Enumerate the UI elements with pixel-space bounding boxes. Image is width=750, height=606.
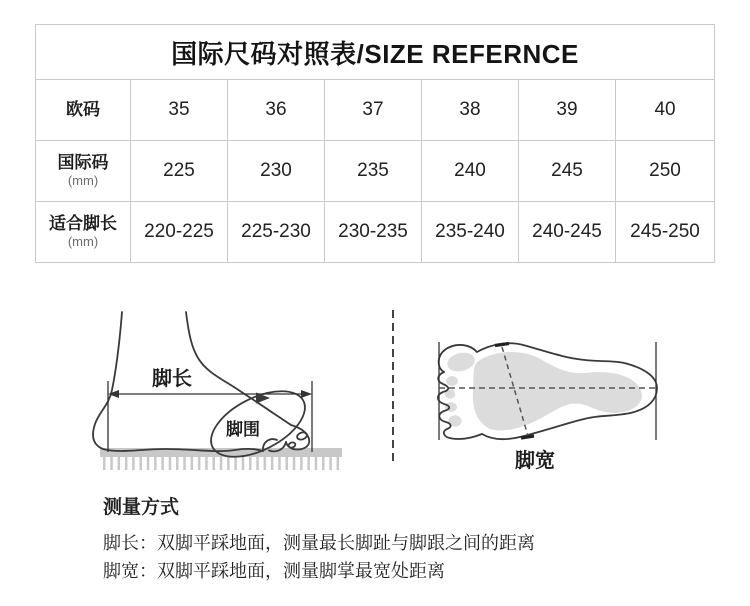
- foot-width-instruction: 脚宽：双脚平踩地面，测量脚掌最宽处距离: [103, 561, 445, 581]
- cell-fit-6: 245-250: [616, 202, 715, 263]
- table-row-intl-code: [36, 141, 715, 202]
- cell-fit-2: 225-230: [228, 202, 325, 263]
- cell-eu-37: 37: [325, 80, 422, 141]
- cell-eu-38: 38: [422, 80, 519, 141]
- table-title: 国际尺码对照表/SIZE REFERNCE: [36, 25, 715, 80]
- measure-method-section: [103, 492, 535, 585]
- foot-girth-label: 脚围: [226, 420, 260, 439]
- cell-eu-39: 39: [519, 80, 616, 141]
- foot-length-label: 脚长: [152, 368, 192, 390]
- table-row-eu-size: [36, 80, 715, 141]
- cell-intl-240: 240: [422, 141, 519, 202]
- row-label-text: 国际码: [57, 152, 109, 172]
- cell-intl-250: 250: [616, 141, 715, 202]
- cell-fit-5: 240-245: [519, 202, 616, 263]
- measure-method-heading: 测量方式: [103, 497, 180, 518]
- cell-eu-35: 35: [131, 80, 228, 141]
- cell-fit-4: 235-240: [422, 202, 519, 263]
- row-label-unit: (mm): [67, 234, 99, 250]
- foot-length-instruction: 脚长：双脚平踩地面，测量最长脚趾与脚跟之间的距离: [103, 533, 535, 553]
- cell-fit-3: 230-235: [325, 202, 422, 263]
- foot-side-view-illustration: [93, 312, 342, 470]
- cell-intl-225: 225: [131, 141, 228, 202]
- row-label-text: 适合脚长: [49, 213, 117, 233]
- row-label-fit-foot-length: [36, 202, 131, 263]
- row-label-intl-code: [36, 141, 131, 202]
- footprint-illustration: [438, 342, 657, 472]
- measurement-diagram: [0, 278, 750, 493]
- size-reference-table: [35, 24, 715, 263]
- cell-intl-230: 230: [228, 141, 325, 202]
- table-row-fit-foot-length: [36, 202, 715, 263]
- row-label-eu-size: [36, 80, 131, 141]
- row-label-text: 欧码: [66, 100, 100, 120]
- cell-intl-245: 245: [519, 141, 616, 202]
- cell-eu-36: 36: [228, 80, 325, 141]
- cell-eu-40: 40: [616, 80, 715, 141]
- row-label-unit: (mm): [67, 173, 99, 189]
- foot-width-label: 脚宽: [515, 450, 555, 472]
- cell-fit-1: 220-225: [131, 202, 228, 263]
- cell-intl-235: 235: [325, 141, 422, 202]
- table-title-row: [36, 25, 715, 80]
